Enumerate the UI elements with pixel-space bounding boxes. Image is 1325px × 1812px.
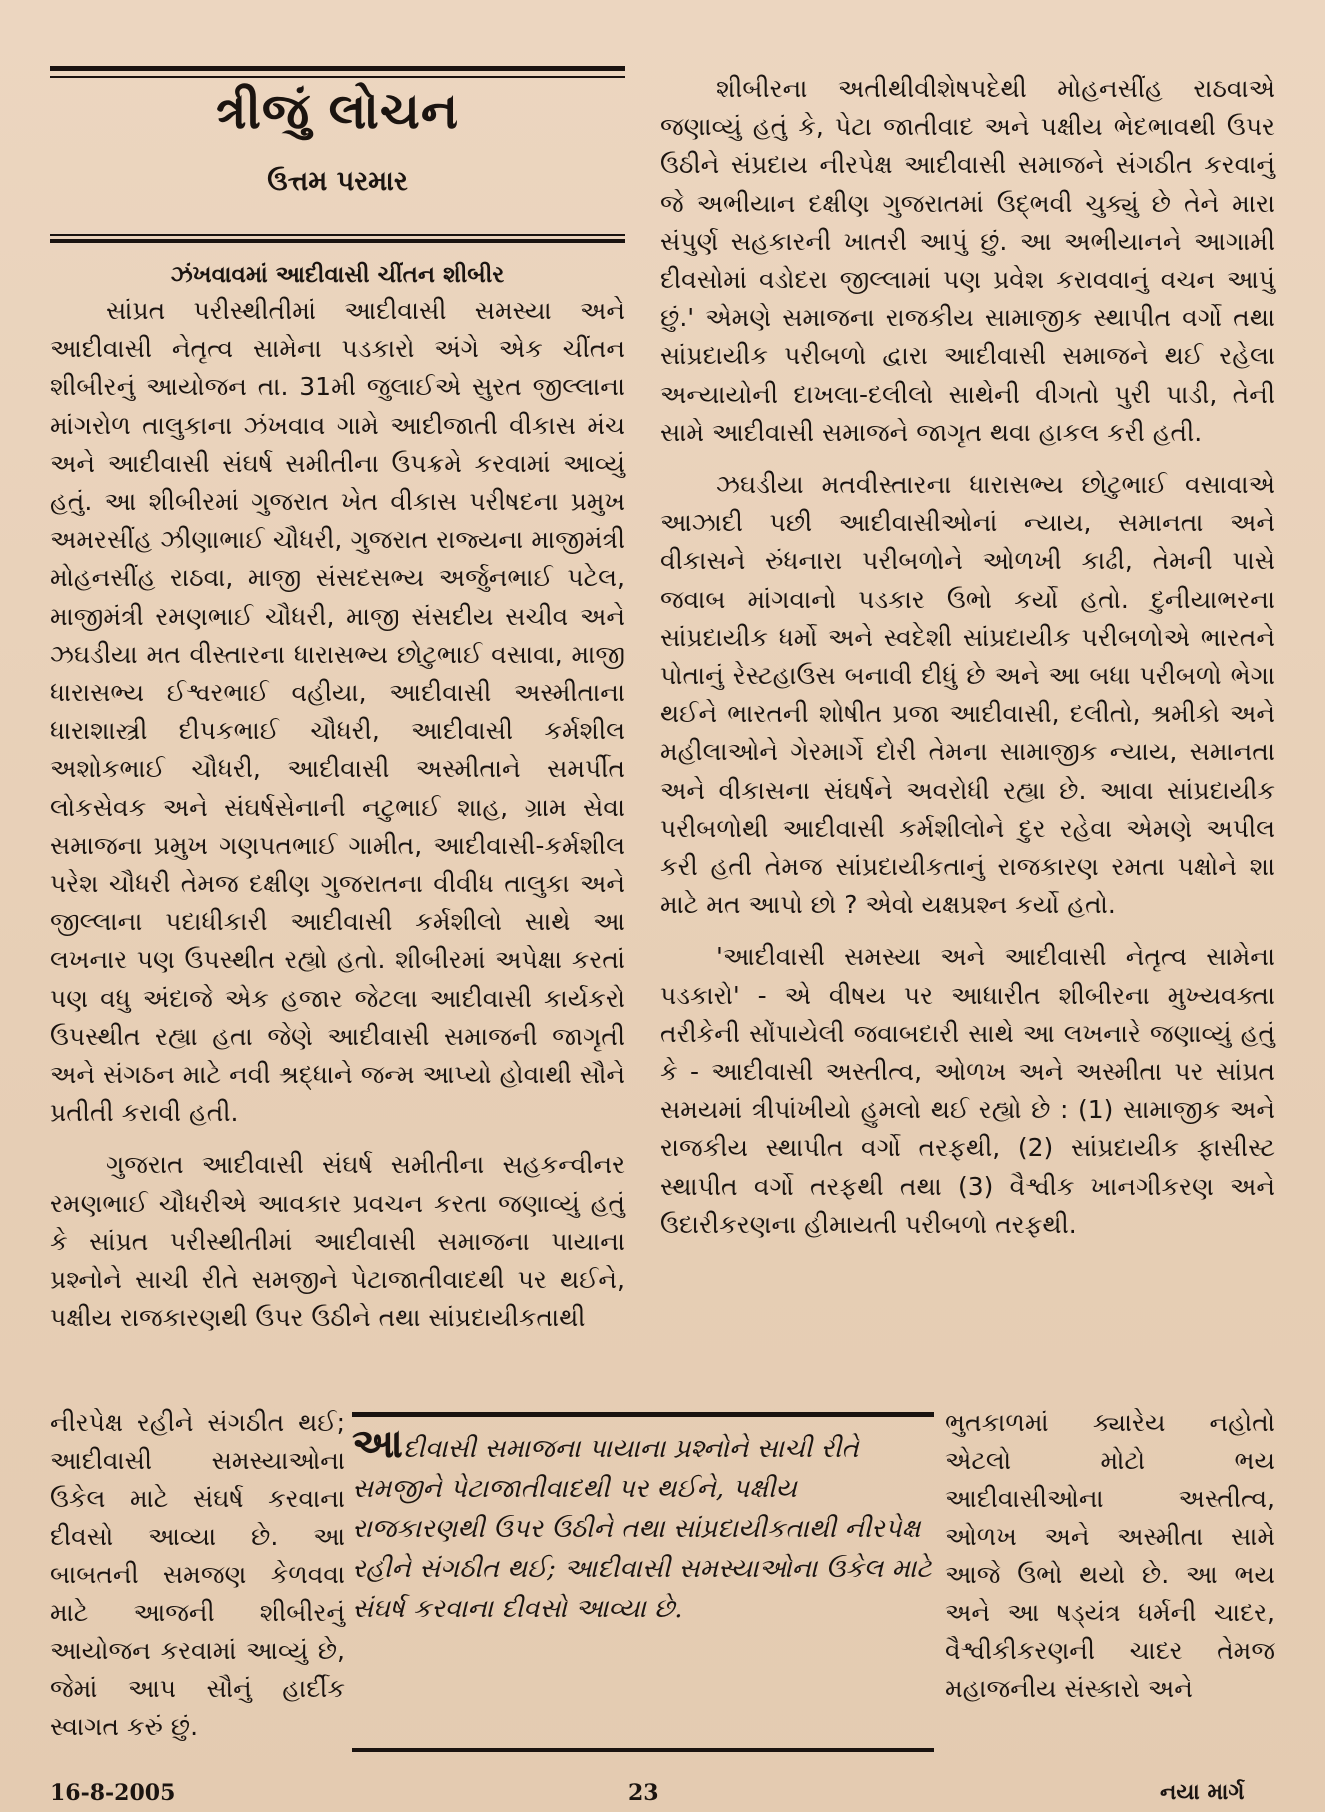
right-paragraph: ઝઘડીયા મતવીસ્તારના ધારાસભ્ય છોટુભાઈ વસાવાએ આઝાદી પછી આદીવાસીઓનાં ન્યાય, સમાનતા અને વીકાસને રુંધનારા પરીબળોને ઓળખી કાઢી, તેમની પાસે જવાબ માંગવાનો પડકાર ઉભો કર્યો હતો. દુનીયાભરના સાંપ્રદાયીક ધર્મો અને સ્વદેશી સાંપ્રદાયીક પરીબળોએ ભારતને પોતાનું રેસ્ટહાઉસ બનાવી દીધું છે અને આ બધા પરીબળો ભેગા થઈને ભારતની શોષીત પ્રજા આદીવાસી, દલીતો, શ્રમીકો અને મહીલાઓને ગેરમાર્ગે દોરી તેમના સામાજીક ન્યાય, સમાનતા અને વીકાસના સંઘર્ષને અવરોધી રહ્યા છે. આવા સાંપ્રદાયીક પરીબળોથી આદીવાસી કર્મશીલોને દુર રહેવા એમણે અપીલ કરી હતી તેમજ સાંપ્રદાયીકતાનું રાજકારણ રમતા પક્ષોને શા માટે મત આપો છો ? એવો યક્ષપ્રશ્ન કર્યો હતો. (660, 470, 1275, 920)
pull-quote-text: દીવાસી સમાજના પાયાના પ્રશ્નોને સાચી રીતે સમજીને પેટાજાતીવાદથી પર થઈને, પક્ષીય રાજકારણથી ઉપર ઉઠીને તથા સાંપ્રદાયીકતાથી નીરપેક્ષ રહીને સંગઠીત થઈ; આદીવાસી સમસ્યાઓના ઉકેલ માટે સંઘર્ષ કરવાના દીવસો આવ્યા છે. (352, 1434, 932, 1624)
author-name: ઉત્તમ પરમાર (267, 166, 408, 197)
pull-quote-lead: આ (352, 1420, 403, 1467)
right-paragraph: 'આદીવાસી સમસ્યા અને આદીવાસી નેતૃત્વ સામેના પડકારો' - એ વીષય પર આધારીત શીબીરના મુખ્યવક્તા તરીકેની સોંપાયેલી જવાબદારી સાથે આ લખનારે જણાવ્યું હતું કે - આદીવાસી અસ્તીત્વ, ઓળખ અને અસ્મીતા પર સાંપ્રત સમયમાં ત્રીપાંખીયો હુમલો થઈ રહ્યો છે : (1) સામાજીક અને રાજકીય સ્થાપીત વર્ગો તરફથી, (2) સાંપ્રદાયીક ફાસીસ્ટ સ્થાપીત વર્ગો તરફથી તથા (3) વૈશ્વીક ખાનગીકરણ અને ઉદારીકરણના હીમાયતી પરીબળો તરફથી. (660, 942, 1275, 1239)
column-title: ત્રીજું લોચન (215, 82, 460, 140)
left-paragraph: ગુજરાત આદીવાસી સંઘર્ષ સમીતીના સહકન્વીનર રમણભાઈ ચૌધરીએ આવકાર પ્રવચન કરતા જણાવ્યું હતું કે સાંપ્રત પરીસ્થીતીમાં આદીવાસી સમાજના પાયાના પ્રશ્નોને સાચી રીતે સમજીને પેટાજાતીવાદથી પર થઈને, પક્ષીય રાજકારણથી ઉપર ઉઠીને તથા સાંપ્રદાયીકતાથી (50, 1150, 625, 1333)
footer-publication: નયા માર્ગ (1160, 1780, 1245, 1805)
pull-quote (352, 1420, 932, 1629)
pull-quote-bottom-rule (352, 1748, 934, 1752)
column-masthead (50, 64, 625, 198)
right-column (660, 70, 1275, 1244)
left-narrow-text: નીરપેક્ષ રહીને સંગઠીત થઈ; આદીવાસી સમસ્યાઓના ઉકેલ માટે સંઘર્ષ કરવાના દીવસો આવ્યા છે. આ બાબતની સમજણ કેળવવા માટે આજની શીબીરનું આયોજન કરવામાં આવ્યું છે, જેમાં આપ સૌનું હાર્દીક સ્વાગત કરું છું. (50, 1408, 345, 1741)
masthead-bottom-rule (50, 234, 625, 236)
right-paragraph: શીબીરના અતીથીવીશેષપદેથી મોહનસીંહ રાઠવાએ જણાવ્યું હતું કે, પેટા જાતીવાદ અને પક્ષીય ભેદભાવથી ઉપર ઉઠીને સંપ્રદાય નીરપેક્ષ આદીવાસી સમાજને સંગઠીત કરવાનું જે અભીયાન દક્ષીણ ગુજરાતમાં ઉદ્‌ભવી ચુક્યું છે તેને મારા સંપુર્ણ સહકારની ખાતરી આપું છું. આ અભીયાનને આગામી દીવસોમાં વડોદરા જીલ્લામાં પણ પ્રવેશ કરાવવાનું વચન આપું છું.' એમણે સમાજના રાજકીય સામાજીક સ્થાપીત વર્ગો તથા સાંપ્રદાયીક પરીબળો દ્વારા આદીવાસી સમાજને થઈ રહેલા અન્યાયોની દાખલા-દલીલો સાથેની વીગતો પુરી પાડી, તેની સામે આદીવાસી સમાજને જાગૃત થવા હાકલ કરી હતી. (660, 74, 1275, 447)
pull-quote-top-rule (352, 1412, 934, 1417)
right-narrow-text: ભુતકાળમાં ક્યારેય નહોતો એટલો મોટો ભય આદીવાસીઓના અસ્તીત્વ, ઓળખ અને અસ્મીતા સામે આજે ઉભો થયો છે. આ ભય અને આ ષડ્‌યંત્ર ધર્મની ચાદર, વૈશ્વીકીકરણની ચાદર તેમજ મહાજનીય સંસ્કારો અને (945, 1408, 1275, 1703)
left-paragraph: સાંપ્રત પરીસ્થીતીમાં આદીવાસી સમસ્યા અને આદીવાસી નેતૃત્વ સામેના પડકારો અંગે એક ચીંતન શીબીરનું આયોજન તા. 31મી જુલાઈએ સુરત જીલ્લાના માંગરોળ તાલુકાના ઝંખવાવ ગામે આદીજાતી વીકાસ મંચ અને આદીવાસી સંઘર્ષ સમીતીના ઉપક્રમે કરવામાં આવ્યું હતું. આ શીબીરમાં ગુજરાત ખેત વીકાસ પરીષદના પ્રમુખ અમરસીંહ ઝીણાભાઈ ચૌધરી, ગુજરાત રાજ્યના માજીમંત્રી મોહનસીંહ રાઠવા, માજી સંસદસભ્ય અર્જુનભાઈ પટેલ, માજીમંત્રી રમણભાઈ ચૌધરી, માજી સંસદીય સચીવ અને ઝઘડીયા મત વીસ્તારના ધારાસભ્ય છોટુભાઈ વસાવા, માજી ધારાસભ્ય ઈશ્વરભાઈ વહીયા, આદીવાસી અસ્મીતાના ધારાશાસ્ત્રી દીપકભાઈ ચૌધરી, આદીવાસી કર્મશીલ અશોકભાઈ ચૌધરી, આદીવાસી અસ્મીતાને સમર્પીત લોકસેવક અને સંઘર્ષસેનાની નટુભાઈ શાહ, ગ્રામ સેવા સમાજના પ્રમુખ ગણપતભાઈ ગામીત, આદીવાસી-કર્મશીલ પરેશ ચૌધરી તેમજ દક્ષીણ ગુજરાતના વીવીધ તાલુકા અને જીલ્લાના પદાધીકારી આદીવાસી કર્મશીલો સાથે આ લખનાર પણ ઉપસ્થીત રહ્યો હતો. શીબીરમાં અપેક્ષા કરતાં પણ વધુ અંદાજે એક હજાર જેટલા આદીવાસી કાર્યકરો ઉપસ્થીત રહ્યા હતા જેણે આદીવાસી સમાજની જાગૃતી અને સંગઠન માટે નવી શ્રદ્ધાને જન્મ આપ્યો હોવાથી સૌને પ્રતીતી કરાવી હતી. (50, 296, 625, 1128)
left-narrow-column (50, 1404, 345, 1746)
footer-date: 16-8-2005 (50, 1780, 176, 1806)
masthead-bottom-rule-thick (50, 239, 625, 243)
left-column (50, 292, 625, 1337)
article-subheading: ઝંખવાવમાં આદીવાસી ચીંતન શીબીર (170, 262, 505, 288)
footer-page-number: 23 (628, 1780, 659, 1806)
right-narrow-column (945, 1404, 1275, 1708)
